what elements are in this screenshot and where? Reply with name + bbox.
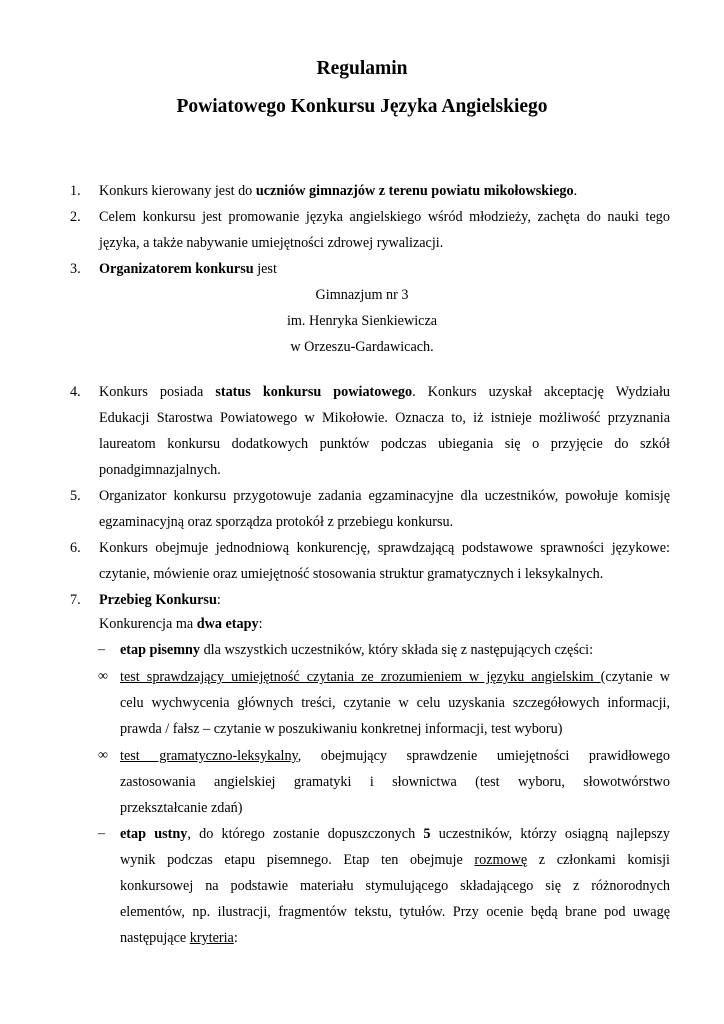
- infinity-bullet-grammar: ∞: [98, 748, 108, 763]
- oral-stage-l2-post: z członkami komisji: [527, 852, 670, 868]
- oral-stage-line-2: [120, 850, 670, 870]
- infinity-bullet-reading: ∞: [98, 669, 108, 684]
- organizer-line-3: w Orzeszu-Gardawicach.: [290, 339, 434, 355]
- item-3-bold: Organizatorem konkursu: [99, 261, 254, 277]
- item-7-intro: [99, 614, 263, 634]
- item-number-4: 4.: [70, 384, 81, 400]
- item-1-bold: uczniów gimnazjów z terenu powiatu mikołowskiego: [255, 183, 574, 199]
- item-4-line-3: laureatom konkursu dodatkowych punktów podczas ubiegania się o przyjęcie do szkół: [99, 436, 670, 452]
- document-subtitle: Powiatowego Konkursu Języka Angielskiego: [176, 96, 548, 117]
- oral-stage-l5-post: :: [233, 930, 238, 946]
- item-1-post: .: [573, 183, 578, 199]
- oral-stage-line-5: [120, 928, 238, 948]
- item-7-intro-post: :: [258, 616, 263, 632]
- grammar-test-underlined: test gramatyczno-leksykalny: [120, 748, 298, 764]
- item-3-text: [99, 259, 277, 279]
- item-number-2: 2.: [70, 209, 81, 225]
- item-2-line-2: języka, a także nabywanie umiejętności zdrowej rywalizacji.: [99, 235, 444, 251]
- item-4-line-4: ponadgimnazjalnych.: [99, 462, 221, 478]
- reading-test-line-1: [120, 667, 670, 687]
- oral-stage-count: 5: [423, 826, 431, 842]
- oral-stage-l5-underlined: kryteria: [189, 930, 234, 946]
- dash-bullet-oral: –: [98, 826, 105, 841]
- oral-stage-pre: , do którego zostanie dopuszczonych: [187, 826, 424, 842]
- item-4-post: . Konkurs uzyskał akceptację Wydziału: [412, 384, 670, 400]
- oral-stage-l2-pre: wynik podczas etapu pisemnego. Etap ten obejmuje: [120, 852, 475, 868]
- item-number-5: 5.: [70, 488, 81, 504]
- item-2-line-1: Celem konkursu jest promowanie języka angielskiego wśród młodzieży, zachęta do nauki tego: [99, 209, 670, 225]
- item-number-3: 3.: [70, 261, 81, 277]
- grammar-test-line-1: [120, 746, 670, 766]
- item-number-1: 1.: [70, 183, 81, 199]
- oral-stage-bold: etap ustny: [120, 826, 188, 842]
- item-4-line-1: [99, 382, 670, 402]
- item-5-line-2: egzaminacyjną oraz sporządza protokół z przebiegu konkursu.: [99, 514, 454, 530]
- item-6-line-2: czytanie, mówienie oraz umiejętność stosowania struktur gramatycznych i leksykalnych.: [99, 566, 604, 582]
- item-1-text: [99, 181, 577, 201]
- item-6-line-1: Konkurs obejmuje jednodniową konkurencję, sprawdzającą podstawowe sprawności językowe:: [99, 540, 670, 556]
- item-4-line-2: Edukacji Starostwa Powiatowego w Mikołowie. Oznacza to, iż istnieje możliwość przyznania: [99, 410, 670, 426]
- item-number-6: 6.: [70, 540, 81, 556]
- item-7-bold: Przebieg Konkursu: [99, 592, 217, 608]
- grammar-test-line-3: przekształcanie zdań): [120, 800, 243, 816]
- written-stage-post: dla wszystkich uczestników, który składa się z następujących części:: [200, 642, 594, 658]
- item-4-bold: status konkursu powiatowego: [215, 384, 413, 400]
- item-7-intro-bold: dwa etapy: [196, 616, 259, 632]
- item-7-post: :: [216, 592, 221, 608]
- document-title: Regulamin: [316, 58, 408, 79]
- organizer-line-1: Gimnazjum nr 3: [315, 287, 409, 303]
- dash-bullet-written: –: [98, 642, 105, 657]
- item-number-7: 7.: [70, 592, 81, 608]
- oral-stage-line-4: elementów, np. ilustracji, fragmentów tekstu, tytułów. Przy ocenie będą brane pod uwagę: [120, 904, 670, 920]
- oral-stage-line-3: konkursowej na podstawie materiału stymulującego składającego się z różnorodnych: [120, 878, 670, 894]
- oral-stage-line-1: [120, 824, 670, 844]
- item-4-pre: Konkurs posiada: [99, 384, 216, 400]
- item-3-post: jest: [253, 261, 277, 277]
- reading-test-post: (czytanie w: [600, 669, 670, 685]
- reading-test-line-2: celu wychwycenia głównych treści, czytanie w celu uzyskania szczegółowych informacji,: [120, 695, 670, 711]
- grammar-test-line-2: zastosowania angielskiej gramatyki i słownictwa (test wyboru, słowotwórstwo: [120, 774, 670, 790]
- organizer-line-2: im. Henryka Sienkiewicza: [286, 313, 438, 329]
- oral-stage-l5-pre: następujące: [120, 930, 190, 946]
- reading-test-underlined: test sprawdzający umiejętność czytania ze zrozumieniem w języku angielskim: [120, 669, 601, 685]
- item-7-intro-pre: Konkurencja ma: [99, 616, 197, 632]
- item-5-line-1: Organizator konkursu przygotowuje zadania egzaminacyjne dla uczestników, powołuje komisję: [99, 488, 670, 504]
- written-stage-bold: etap pisemny: [120, 642, 201, 658]
- oral-stage-l2-underlined: rozmowę: [474, 852, 528, 868]
- reading-test-line-3: prawda / fałsz – czytanie w poszukiwaniu konkretnej informacji, test wyboru): [120, 721, 563, 737]
- grammar-test-post: , obejmujący sprawdzenie umiejętności prawidłowego: [297, 748, 670, 764]
- item-7-heading: [99, 590, 221, 610]
- item-1-pre: Konkurs kierowany jest do: [99, 183, 256, 199]
- written-stage-text: [120, 640, 593, 660]
- oral-stage-post: uczestników, którzy osiągną najlepszy: [430, 826, 670, 842]
